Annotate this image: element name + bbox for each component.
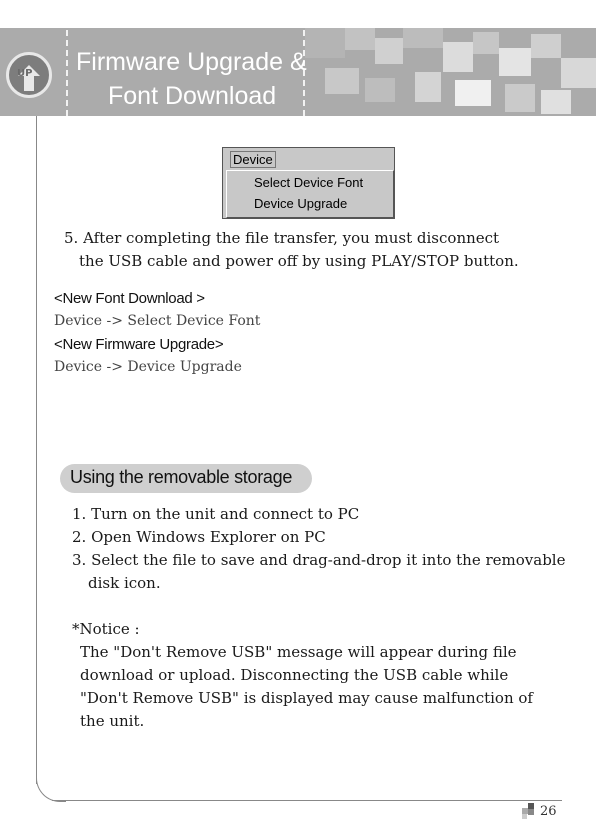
step5-line1: 5. After completing the file transfer, you must disconnect: [64, 229, 500, 247]
page-number-icon: [522, 803, 538, 819]
removable-step-2: 2. Open Windows Explorer on PC: [72, 528, 326, 546]
removable-step-3: 3. Select the file to save and drag-and-drop it into the removable: [72, 551, 566, 569]
header-divider-left: [66, 30, 68, 116]
page-frame-corner: [36, 772, 66, 802]
page-frame-left-line: [36, 116, 37, 784]
header-banner: [0, 28, 596, 116]
notice-line-2: download or upload. Disconnecting the USB cable while: [80, 666, 509, 684]
menu-item-select-device-font[interactable]: Select Device Font: [254, 175, 364, 190]
page-frame-bottom-line: [52, 800, 562, 801]
step5-line2: the USB cable and power off by using PLAY/STOP button.: [79, 252, 519, 270]
up-badge-label: UP: [17, 68, 33, 79]
notice-line-3: "Don't Remove USB" is displayed may cause malfunction of: [80, 689, 533, 707]
page-title-line1: Firmware Upgrade &: [76, 48, 307, 76]
notice-label: *Notice :: [72, 620, 140, 638]
device-menu-label[interactable]: Device: [230, 151, 276, 168]
firmware-upgrade-heading: <New Firmware Upgrade>: [54, 336, 224, 353]
device-menu-dropdown: [226, 170, 394, 218]
section-title: Using the removable storage: [70, 467, 293, 487]
menu-item-device-upgrade[interactable]: Device Upgrade: [254, 196, 348, 211]
removable-step-1: 1. Turn on the unit and connect to PC: [72, 505, 360, 523]
up-badge-icon: [6, 52, 52, 98]
page-title-line2: Font Download: [108, 82, 277, 110]
header-mosaic-decoration: [305, 28, 596, 116]
notice-line-4: the unit.: [80, 712, 145, 730]
font-download-heading: <New Font Download >: [54, 290, 205, 307]
font-download-path: Device -> Select Device Font: [54, 313, 261, 329]
notice-line-1: The "Don't Remove USB" message will appear during file: [80, 643, 517, 661]
removable-step-3-cont: disk icon.: [88, 574, 161, 592]
firmware-upgrade-path: Device -> Device Upgrade: [54, 359, 242, 375]
device-menu-screenshot: [222, 147, 395, 219]
page-number: 26: [540, 804, 557, 819]
